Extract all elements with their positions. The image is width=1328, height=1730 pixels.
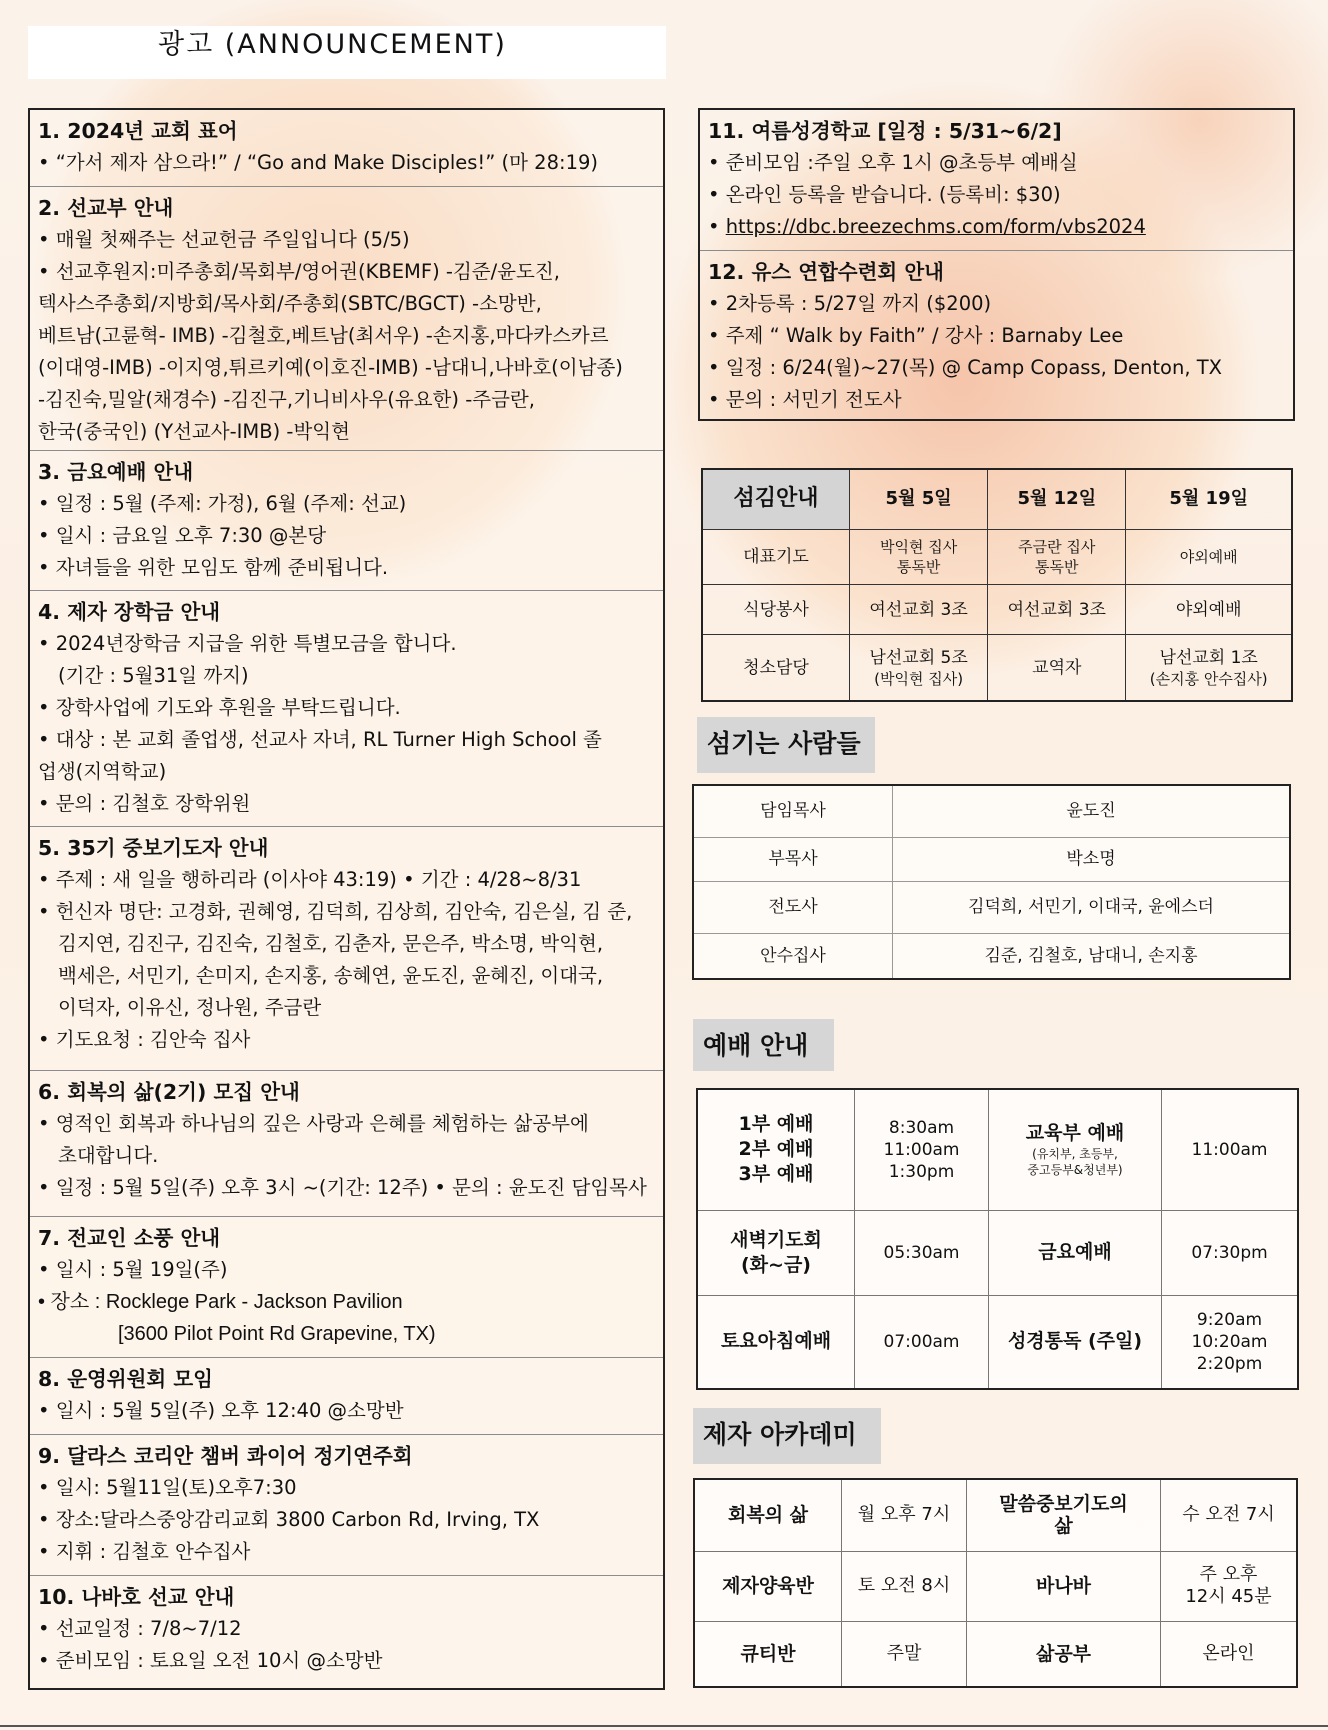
staff-table xyxy=(692,784,1291,980)
table-cell: 교역자 xyxy=(988,635,1126,701)
announcement-line: • “가서 제자 삼으라!” / “Go and Make Disciples!” (마 28:19) xyxy=(38,151,598,174)
announcement-line: • 선교일정 : 7/8~7/12 xyxy=(38,1617,242,1640)
row-label: 대표기도 xyxy=(702,529,850,584)
announcement-line: • 일시: 5월11일(토)오후7:30 xyxy=(38,1476,297,1499)
announcement-line: -김진숙,밀알(채경수) -김진구,기니비사우(유요한) -주금란, xyxy=(38,388,535,411)
announcement-line: • 일정 : 6/24(월)~27(목) @ Camp Copass, Denton, TX xyxy=(708,356,1222,379)
staff-heading: 섬기는 사람들 xyxy=(697,717,875,773)
announcement-12 xyxy=(700,251,1293,419)
staff-role: 부목사 xyxy=(693,837,893,881)
footer-divider xyxy=(0,1725,1328,1727)
announcement-3 xyxy=(30,451,663,591)
course-time: 토 오전 8시 xyxy=(842,1551,967,1621)
course-name: 큐티반 xyxy=(694,1621,842,1687)
course-name: 삶공부 xyxy=(967,1621,1161,1687)
academy-heading: 제자 아카데미 xyxy=(693,1408,881,1464)
service-name: 교육부 예배 xyxy=(1025,1122,1125,1145)
course-time: 월 오후 7시 xyxy=(842,1479,967,1551)
announcement-line: • 2차등록 : 5/27일 까지 ($200) xyxy=(708,292,992,315)
announcement-line: • 온라인 등록을 받습니다. (등록비: $30) xyxy=(708,183,1061,206)
service-time: 8:30am xyxy=(888,1117,955,1138)
announcement-line: • 장소 : Rocklege Park - Jackson Pavilion xyxy=(38,1291,403,1313)
course-name: 제자양육반 xyxy=(694,1551,842,1621)
announcement-title: 4. 제자 장학금 안내 xyxy=(38,600,221,624)
announcement-title: 7. 전교인 소풍 안내 xyxy=(38,1226,221,1250)
table-row xyxy=(693,881,1290,933)
table-cell: 여선교회 3조 xyxy=(850,584,988,634)
announcement-title: 3. 금요예배 안내 xyxy=(38,460,194,484)
table-row xyxy=(697,1210,1298,1295)
announcement-title: 1. 2024년 교회 표어 xyxy=(38,119,238,143)
announcement-line: • 영적인 회복과 하나님의 깊은 사랑과 은혜를 체험하는 삶공부에 xyxy=(38,1112,589,1135)
staff-names: 김덕희, 서민기, 이대국, 윤에스더 xyxy=(893,881,1291,933)
announcement-2 xyxy=(30,187,663,451)
announcement-line: • 2024년장학금 지급을 위한 특별모금을 합니다. xyxy=(38,632,457,655)
announcement-line: • 장학사업에 기도와 후원을 부탁드립니다. xyxy=(38,696,401,719)
table-cell: 박익현 집사 xyxy=(879,537,958,556)
academy-table xyxy=(693,1478,1298,1688)
announcement-line: 김지연, 김진구, 김진숙, 김철호, 김춘자, 문은주, 박소명, 박익현, xyxy=(58,932,604,955)
announcement-line: • 매월 첫째주는 선교헌금 주일입니다 (5/5) xyxy=(38,228,410,251)
announcement-11: 11. 여름성경학교 [일정 : 5/31~6/2] • 준비모임 :주일 오후 1시 @초등부 예배실 • 온라인 등록을 받습니다. (등록비: $30) • https://dbc.breezechms.com/form/vbs2024 xyxy=(700,110,1293,251)
service-time: 11:00am xyxy=(1162,1089,1299,1210)
table-header: 5월 12일 xyxy=(988,469,1126,529)
course-time: 주말 xyxy=(842,1621,967,1687)
staff-role: 전도사 xyxy=(693,881,893,933)
worship-table xyxy=(696,1088,1299,1390)
table-cell: 통독반 xyxy=(1035,557,1079,576)
table-cell: 주금란 집사 xyxy=(1018,537,1096,556)
announcement-line: • 일시 : 5월 5일(주) 오후 12:40 @소망반 xyxy=(38,1399,404,1422)
announcement-title: 6. 회복의 삶(2기) 모집 안내 xyxy=(38,1080,300,1104)
announcement-9 xyxy=(30,1435,663,1576)
table-header: 5월 19일 xyxy=(1126,469,1292,529)
vbs-registration-link[interactable]: https://dbc.breezechms.com/form/vbs2024 xyxy=(725,215,1146,238)
announcement-list xyxy=(28,108,665,1690)
table-row xyxy=(697,1089,1298,1210)
service-name: 새벽기도회 xyxy=(730,1228,822,1251)
service-time: 1:30pm xyxy=(888,1161,955,1182)
service-time: 11:00am xyxy=(883,1139,960,1160)
table-row xyxy=(693,785,1290,837)
announcement-line: • 장소:달라스중앙감리교회 3800 Carbon Rd, Irving, TX xyxy=(38,1508,540,1531)
announcement-line: • 일정 : 5월 (주제: 가정), 6월 (주제: 선교) xyxy=(38,492,407,515)
announcement-title: 11. 여름성경학교 [일정 : 5/31~6/2] xyxy=(708,119,1062,143)
announcement-line: • 지휘 : 김철호 안수집사 xyxy=(38,1540,251,1563)
table-cell: (박익현 집사) xyxy=(874,669,964,688)
table-row xyxy=(702,584,1292,634)
staff-role: 담임목사 xyxy=(693,785,893,837)
serving-schedule-table xyxy=(701,468,1293,702)
announcement-line: 백세은, 서민기, 손미지, 손지홍, 송혜연, 윤도진, 윤혜진, 이대국, xyxy=(58,964,604,987)
table-row xyxy=(694,1479,1297,1551)
service-name: 성경통독 (주일) xyxy=(989,1295,1162,1389)
announcement-line: 이덕자, 이유신, 정나원, 주금란 xyxy=(58,996,322,1019)
announcement-line: • 준비모임 :주일 오후 1시 @초등부 예배실 xyxy=(708,151,1078,174)
staff-names: 박소명 xyxy=(893,837,1291,881)
table-row xyxy=(694,1551,1297,1621)
announcement-line: • 준비모임 : 토요일 오전 10시 @소망반 xyxy=(38,1649,383,1672)
table-cell: 여선교회 3조 xyxy=(988,584,1126,634)
announcement-7 xyxy=(30,1217,663,1358)
table-row xyxy=(702,529,1292,584)
service-note: (유치부, 초등부, xyxy=(1032,1147,1118,1162)
course-name: 삶 xyxy=(1054,1515,1073,1538)
service-name: 토요아침예배 xyxy=(697,1295,855,1389)
announcement-line: • 선교후원지:미주총회/목회부/영어권(KBEMF) -김준/윤도진, xyxy=(38,260,560,283)
worship-heading: 예배 안내 xyxy=(693,1019,834,1071)
service-time: 2:20pm xyxy=(1196,1353,1263,1374)
announcement-line: • 문의 : 김철호 장학위원 xyxy=(38,792,251,815)
course-time: 주 오후 xyxy=(1199,1564,1258,1585)
table-cell: 통독반 xyxy=(896,557,941,576)
table-row xyxy=(693,837,1290,881)
table-row xyxy=(697,1295,1298,1389)
announcement-8 xyxy=(30,1358,663,1435)
staff-names: 윤도진 xyxy=(893,785,1291,837)
announcement-6 xyxy=(30,1071,663,1217)
service-time: 07:00am xyxy=(855,1295,989,1389)
announcement-line: • 주제 : 새 일을 행하리라 (이사야 43:19) • 기간 : 4/28~8/31 xyxy=(38,868,582,891)
table-header: 섬김안내 xyxy=(702,469,850,529)
table-row xyxy=(694,1621,1297,1687)
course-time: 수 오전 7시 xyxy=(1161,1479,1298,1551)
announcement-line: • 기도요청 : 김안숙 집사 xyxy=(38,1028,251,1051)
service-time: 07:30pm xyxy=(1162,1210,1299,1295)
announcement-line: [3600 Pilot Point Rd Grapevine, TX) xyxy=(118,1323,436,1345)
announcement-line: • 대상 : 본 교회 졸업생, 선교사 자녀, RL Turner High School 졸 xyxy=(38,728,602,751)
table-cell: 남선교회 1조 xyxy=(1159,647,1258,668)
announcement-title: 2. 선교부 안내 xyxy=(38,196,174,220)
announcement-list-right xyxy=(698,108,1295,421)
announcement-line: (기간 : 5월31일 까지) xyxy=(58,664,249,687)
course-name: 바나바 xyxy=(967,1551,1161,1621)
service-name: 1부 예배 xyxy=(738,1113,814,1136)
service-note: 중고등부&청년부) xyxy=(1027,1163,1123,1178)
announcement-line: 한국(중국인) (Y선교사-IMB) -박익현 xyxy=(38,420,350,443)
table-cell: 남선교회 5조 xyxy=(869,647,968,668)
course-name: 회복의 삶 xyxy=(694,1479,842,1551)
table-row xyxy=(693,933,1290,979)
announcement-line: (이대영-IMB) -이지영,튀르키예(이호진-IMB) -남대니,나바호(이남종) xyxy=(38,356,623,379)
course-name: 말씀중보기도의 xyxy=(999,1493,1128,1516)
announcement-line: • 자녀들을 위한 모임도 함께 준비됩니다. xyxy=(38,556,389,579)
announcement-1 xyxy=(30,110,663,187)
announcement-line: • 일시 : 5월 19일(주) xyxy=(38,1258,228,1281)
announcement-title: 5. 35기 중보기도자 안내 xyxy=(38,836,269,860)
announcement-line: • 일정 : 5월 5일(주) 오후 3시 ~(기간: 12주) • 문의 : 윤도진 담임목사 xyxy=(38,1176,647,1199)
announcement-title: 10. 나바호 선교 안내 xyxy=(38,1585,235,1609)
service-name: (화~금) xyxy=(741,1253,811,1276)
service-time: 10:20am xyxy=(1191,1331,1268,1352)
staff-names: 김준, 김철호, 남대니, 손지홍 xyxy=(893,933,1291,979)
service-time: 05:30am xyxy=(855,1210,989,1295)
announcement-title: 9. 달라스 코리안 챔버 콰이어 정기연주회 xyxy=(38,1444,413,1468)
announcement-10 xyxy=(30,1576,663,1688)
row-label: 청소담당 xyxy=(702,635,850,701)
course-time: 온라인 xyxy=(1161,1621,1298,1687)
table-cell: 야외예배 xyxy=(1179,547,1238,566)
announcement-line: 초대합니다. xyxy=(58,1144,159,1167)
service-name: 2부 예배 xyxy=(738,1138,814,1161)
page-title: 광고 (ANNOUNCEMENT) xyxy=(158,29,507,60)
table-cell: 야외예배 xyxy=(1126,584,1292,634)
announcement-line: 업생(지역학교) xyxy=(38,760,167,783)
announcement-title: 12. 유스 연합수련회 안내 xyxy=(708,260,944,284)
table-cell: (손지홍 안수집사) xyxy=(1149,669,1268,688)
service-name: 금요예배 xyxy=(989,1210,1162,1295)
row-label: 식당봉사 xyxy=(702,584,850,634)
announcement-line: • 헌신자 명단: 고경화, 권혜영, 김덕희, 김상희, 김안숙, 김은실, 김 준, xyxy=(38,900,633,923)
announcement-line: • 주제 “ Walk by Faith” / 강사 : Barnaby Lee xyxy=(708,324,1124,347)
course-time: 12시 45분 xyxy=(1185,1586,1272,1607)
announcement-line: 텍사스주총회/지방회/목사회/주총회(SBTC/BGCT) -소망반, xyxy=(38,292,542,315)
announcement-line: • 문의 : 서민기 전도사 xyxy=(708,388,902,411)
service-time: 9:20am xyxy=(1196,1309,1263,1330)
staff-role: 안수집사 xyxy=(693,933,893,979)
announcement-5 xyxy=(30,827,663,1071)
table-header: 5월 5일 xyxy=(850,469,988,529)
announcement-line: • 일시 : 금요일 오후 7:30 @본당 xyxy=(38,524,327,547)
announcement-4 xyxy=(30,591,663,827)
table-row xyxy=(702,635,1292,701)
announcement-line: 베트남(고륜혁- IMB) -김철호,베트남(최서우) -손지홍,마다카스카르 xyxy=(38,324,609,347)
announcement-title: 8. 운영위원회 모임 xyxy=(38,1367,213,1391)
service-name: 3부 예배 xyxy=(738,1163,814,1186)
